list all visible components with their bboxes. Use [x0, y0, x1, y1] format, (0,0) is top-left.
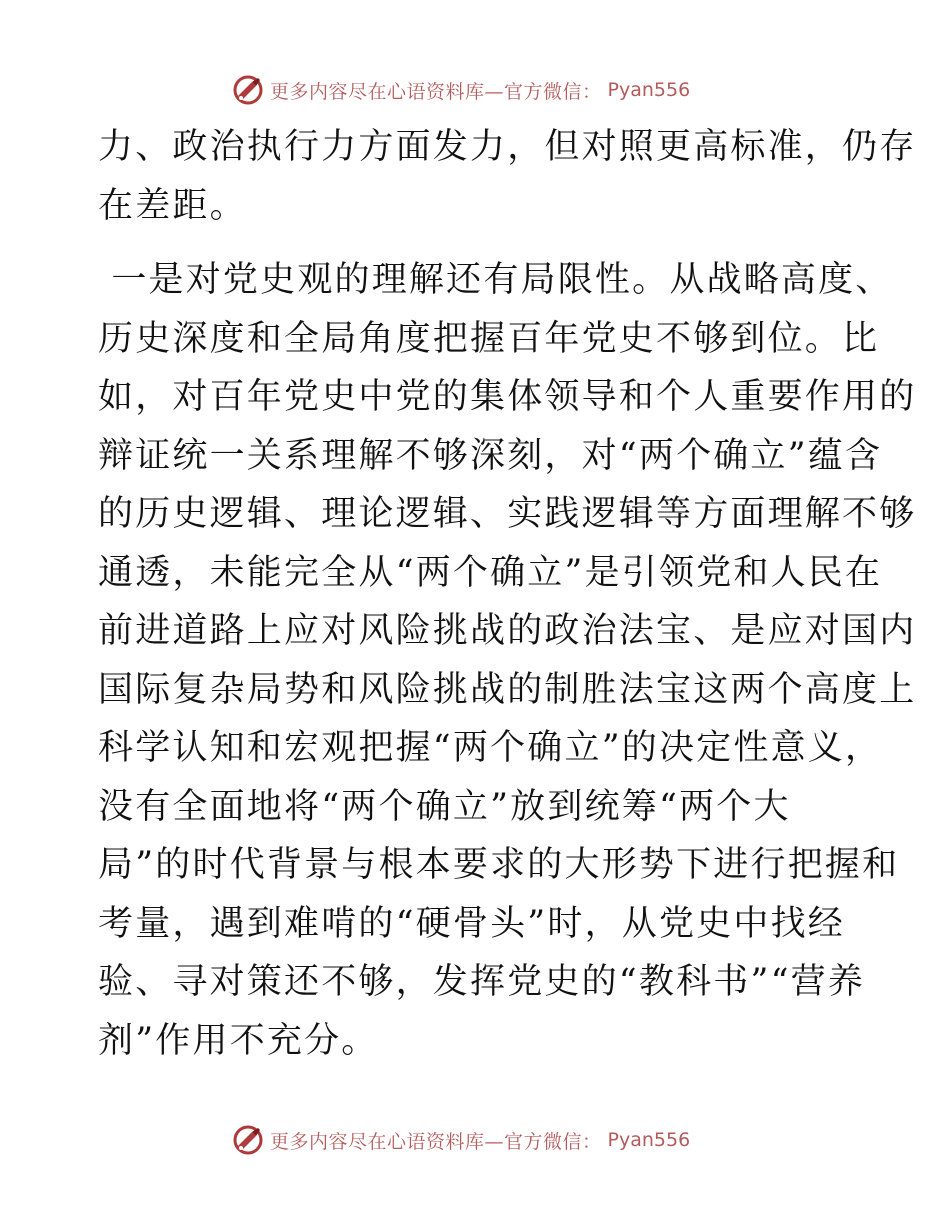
text-line: 剂”作用不充分。: [98, 1020, 379, 1061]
watermark-id: Pyan556: [607, 79, 691, 101]
text-line: 力、政治执行力方面发力，但对照更高标准，仍存: [98, 127, 917, 167]
text-line: 前进道路上应对风险挑战的政治法宝、是应对国内: [98, 611, 917, 651]
text-line: 没有全面地将“两个确立”放到统筹“两个大: [98, 786, 791, 827]
footer-watermark: [232, 1122, 732, 1158]
text-line: 科学认知和宏观把握“两个确立”的决定性意义，: [98, 728, 883, 768]
logo-icon: [232, 74, 264, 106]
text-line: 一是对党史观的理解还有局限性。从战略高度、: [98, 260, 893, 300]
paragraph: [98, 118, 917, 235]
watermark-id: Pyan556: [607, 1129, 691, 1151]
text-line: 如，对百年党史中党的集体领导和个人重要作用的: [98, 377, 917, 417]
text-line: 国际复杂局势和风险挑战的制胜法宝这两个高度上: [98, 669, 917, 710]
watermark-text: 更多内容尽在心语资料库—官方微信：: [270, 1130, 602, 1153]
text-line: 通透，未能完全从“两个确立”是引领党和人民在: [98, 552, 883, 593]
text-line: 历史深度和全局角度把握百年党史不够到位。比: [98, 318, 880, 359]
logo-icon: [232, 1124, 264, 1156]
text-line: 局”的时代背景与根本要求的大形势下进行把握和: [98, 845, 900, 885]
text-line: 验、寻对策还不够，发挥党史的“教科书”“营养: [98, 962, 866, 1002]
text-line: 辩证统一关系理解不够深刻，对“两个确立”蕴含: [98, 435, 883, 476]
paragraph: [98, 251, 917, 1070]
watermark-text: 更多内容尽在心语资料库—官方微信：: [270, 80, 602, 103]
header-watermark: [232, 72, 732, 108]
text-line: 在差距。: [98, 185, 247, 226]
text-line: 考量，遇到难啃的“硬骨头”时，从党史中找经: [98, 903, 845, 944]
document-body: [98, 118, 917, 1070]
text-line: 的历史逻辑、理论逻辑、实践逻辑等方面理解不够: [98, 494, 917, 534]
